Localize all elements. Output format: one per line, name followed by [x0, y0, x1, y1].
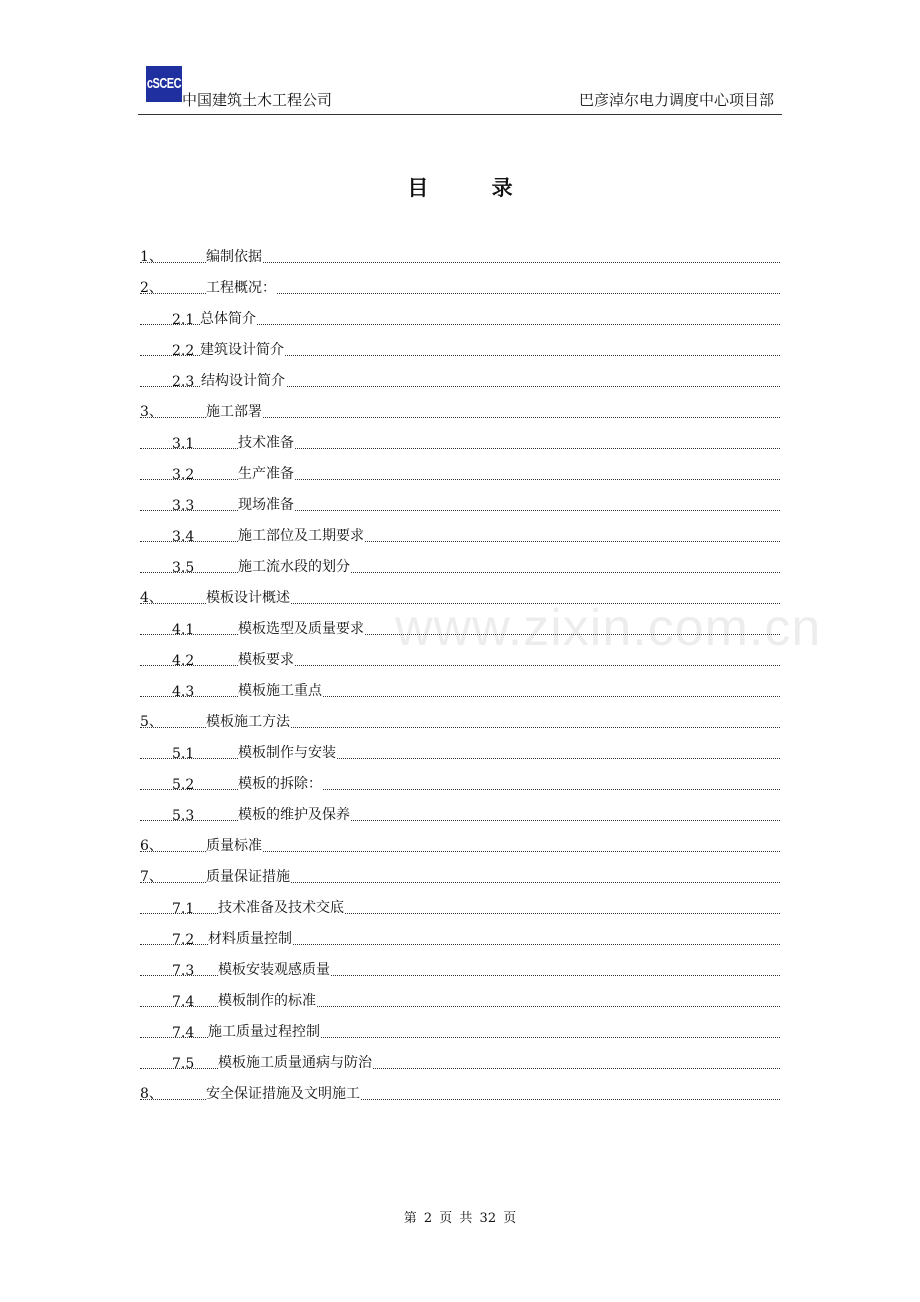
toc-number: 5.2 [172, 777, 195, 793]
toc-number: 2.3 [172, 374, 195, 390]
toc-number: 8、 [140, 1086, 163, 1102]
toc-entry[interactable] [140, 767, 780, 798]
toc-label: 材料质量控制 [208, 928, 293, 948]
toc-number: 7、 [140, 869, 163, 885]
toc-number: 5、 [140, 714, 163, 730]
page-footer: 第 2 页 共 32 页 [403, 1211, 517, 1226]
toc-label: 技术准备 [238, 432, 295, 452]
toc-label: 工程概况： [206, 277, 277, 297]
toc-entry[interactable] [140, 395, 780, 426]
toc-number: 4.2 [172, 653, 195, 669]
toc-number: 7.4 [172, 1025, 195, 1041]
toc-number: 2.1 [172, 312, 195, 328]
toc-entry[interactable] [140, 302, 780, 333]
toc-number: 7.4 [172, 994, 195, 1010]
toc-number: 4.1 [172, 622, 195, 638]
toc-label: 技术准备及技术交底 [218, 897, 345, 917]
toc-label: 模板施工方法 [206, 711, 291, 731]
toc-entry[interactable] [140, 550, 780, 581]
toc-number: 3、 [140, 404, 163, 420]
toc-entry[interactable] [140, 1077, 780, 1108]
toc-leader [140, 479, 780, 480]
toc-label: 模板的维护及保养 [238, 804, 351, 824]
company-name: 中国建筑土木工程公司 [182, 91, 333, 109]
toc-entry[interactable] [140, 860, 780, 891]
toc-entry[interactable] [140, 1015, 780, 1046]
table-of-contents [140, 240, 780, 1108]
toc-label: 结构设计简介 [201, 370, 286, 390]
toc-entry[interactable] [140, 271, 780, 302]
toc-number: 2、 [140, 280, 163, 296]
toc-leader [140, 448, 780, 449]
toc-label: 施工质量过程控制 [208, 1021, 321, 1041]
toc-number: 3.2 [172, 467, 195, 483]
toc-entry[interactable] [140, 891, 780, 922]
toc-entry[interactable] [140, 488, 780, 519]
toc-entry[interactable] [140, 333, 780, 364]
toc-label: 施工流水段的划分 [238, 556, 351, 576]
toc-label: 编制依据 [206, 246, 263, 266]
toc-leader [140, 820, 780, 821]
toc-entry[interactable] [140, 426, 780, 457]
toc-entry[interactable] [140, 705, 780, 736]
toc-label: 质量标准 [206, 835, 263, 855]
toc-number: 3.3 [172, 498, 195, 514]
toc-number: 7.2 [172, 932, 195, 948]
toc-label: 模板设计概述 [206, 587, 291, 607]
toc-entry[interactable] [140, 674, 780, 705]
toc-label: 模板的拆除： [238, 773, 323, 793]
toc-label: 模板要求 [238, 649, 295, 669]
toc-entry[interactable] [140, 581, 780, 612]
toc-number: 3.1 [172, 436, 195, 452]
toc-leader [140, 789, 780, 790]
toc-label: 生产准备 [238, 463, 295, 483]
toc-label: 总体简介 [200, 308, 257, 328]
toc-number: 5.1 [172, 746, 195, 762]
toc-entry[interactable] [140, 736, 780, 767]
toc-label: 建筑设计简介 [200, 339, 285, 359]
toc-label: 模板施工重点 [238, 680, 323, 700]
toc-leader [140, 634, 780, 635]
toc-label: 模板制作与安装 [238, 742, 337, 762]
toc-entry[interactable] [140, 798, 780, 829]
toc-label: 模板施工质量通病与防治 [218, 1052, 373, 1072]
toc-label: 施工部位及工期要求 [238, 525, 365, 545]
toc-number: 7.5 [172, 1056, 195, 1072]
toc-entry[interactable] [140, 953, 780, 984]
toc-entry[interactable] [140, 829, 780, 860]
toc-number: 4、 [140, 590, 163, 606]
toc-leader [140, 758, 780, 759]
toc-number: 1、 [140, 249, 163, 265]
toc-entry[interactable] [140, 612, 780, 643]
toc-leader [140, 696, 780, 697]
toc-entry[interactable] [140, 457, 780, 488]
toc-entry[interactable] [140, 922, 780, 953]
toc-number: 3.5 [172, 560, 195, 576]
toc-entry[interactable] [140, 1046, 780, 1077]
page-title: 目 录 [407, 176, 513, 200]
toc-entry[interactable] [140, 519, 780, 550]
toc-entry[interactable] [140, 364, 780, 395]
toc-number: 6、 [140, 838, 163, 854]
project-name: 巴彦淖尔电力调度中心项目部 [578, 91, 774, 109]
watermark: www.zixin.com.cn [395, 599, 822, 657]
toc-entry[interactable] [140, 240, 780, 271]
toc-number: 7.3 [172, 963, 195, 979]
toc-entry[interactable] [140, 984, 780, 1015]
toc-label: 模板安装观感质量 [218, 959, 331, 979]
toc-number: 4.3 [172, 684, 195, 700]
toc-label: 现场准备 [238, 494, 295, 514]
toc-label: 模板制作的标准 [218, 990, 317, 1010]
toc-number: 2.2 [172, 343, 195, 359]
toc-number: 7.1 [172, 901, 195, 917]
toc-leader [140, 572, 780, 573]
toc-label: 施工部署 [206, 401, 263, 421]
toc-label: 质量保证措施 [206, 866, 291, 886]
page-header [138, 64, 782, 115]
toc-leader [140, 541, 780, 542]
company-logo [146, 66, 182, 102]
toc-number: 3.4 [172, 529, 195, 545]
toc-leader [140, 510, 780, 511]
toc-number: 5.3 [172, 808, 195, 824]
logo-text: cSCEC [146, 76, 182, 92]
toc-entry[interactable] [140, 643, 780, 674]
toc-label: 安全保证措施及文明施工 [206, 1083, 361, 1103]
toc-label: 模板选型及质量要求 [238, 618, 365, 638]
toc-leader [140, 665, 780, 666]
